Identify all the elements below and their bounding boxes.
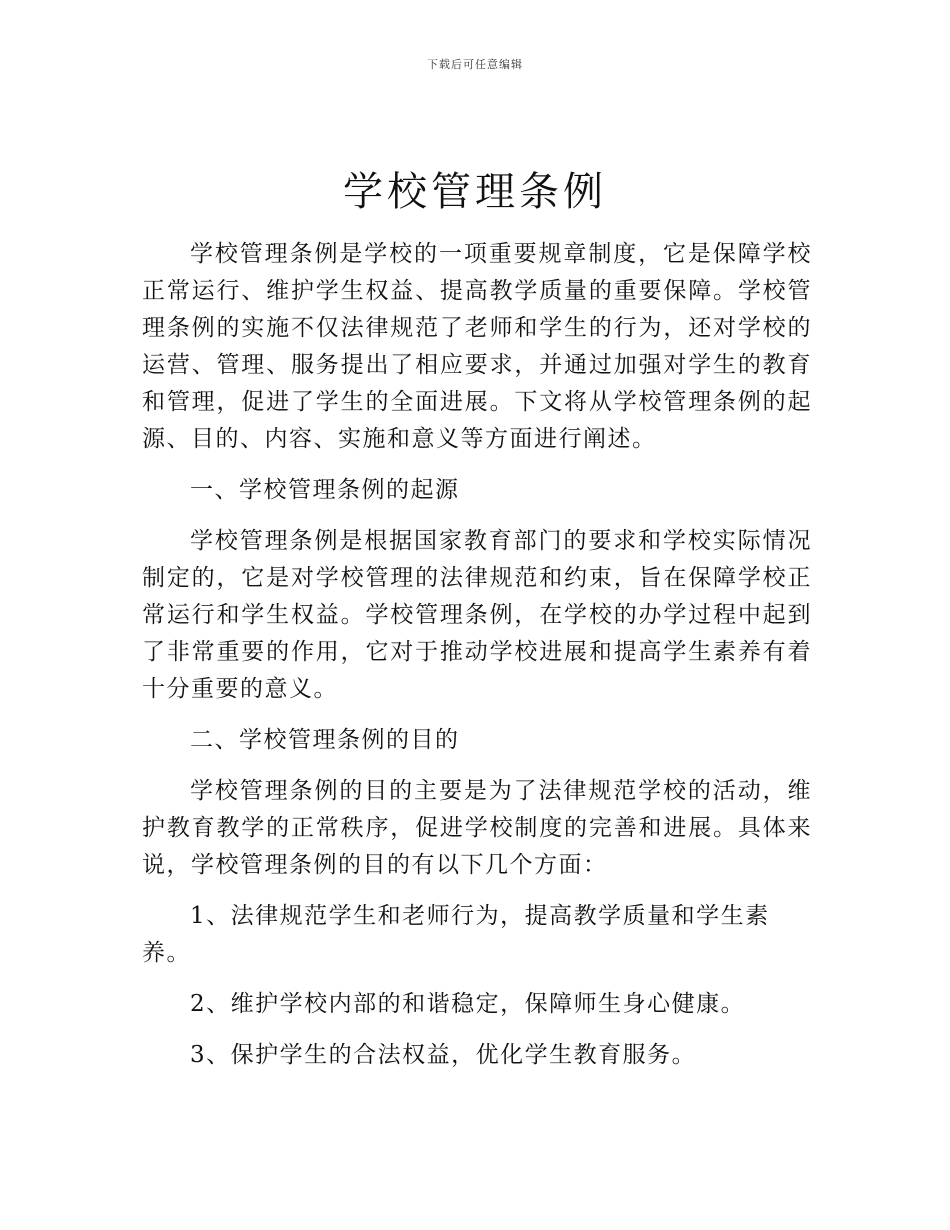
intro-paragraph: 学校管理条例是学校的一项重要规章制度，它是保障学校正常运行、维护学生权益、提高教学质量的重要保障。学校管理条例的实施不仅法律规范了老师和学生的行为，还对学校的运营、管理、服务提出了相应要求，并通过加强对学生的教育和管理，促进了学生的全面进展。下文将从学校管理条例的起源、目的、内容、实施和意义等方面进行阐述。 [142, 241, 812, 452]
document-title: 学校管理条例 [343, 169, 607, 215]
purpose-list-item-2: 2、维护学校内部的和谐稳定，保障师生身心健康。 [190, 991, 746, 1017]
origin-paragraph: 学校管理条例是根据国家教育部门的要求和学校实际情况制定的，它是对学校管理的法律规范和约束，旨在保障学校正常运行和学生权益。学校管理条例，在学校的办学过程中起到了非常重要的作用，它对于推动学校进展和提高学生素养有着十分重要的意义。 [142, 528, 812, 702]
purpose-paragraph: 学校管理条例的目的主要是为了法律规范学校的活动，维护教育教学的正常秩序，促进学校制度的完善和进展。具体来说，学校管理条例的目的有以下几个方面： [142, 778, 812, 878]
section-heading-origin: 一、学校管理条例的起源 [190, 477, 460, 503]
purpose-list-item-1: 1、法律规范学生和老师行为，提高教学质量和学生素养。 [142, 903, 770, 966]
document-body [142, 236, 812, 1088]
header-note: 下载后可任意编辑 [427, 58, 523, 71]
section-heading-purpose: 二、学校管理条例的目的 [190, 727, 460, 753]
purpose-list-item-3: 3、保护学生的合法权益，优化学生教育服务。 [190, 1042, 697, 1068]
